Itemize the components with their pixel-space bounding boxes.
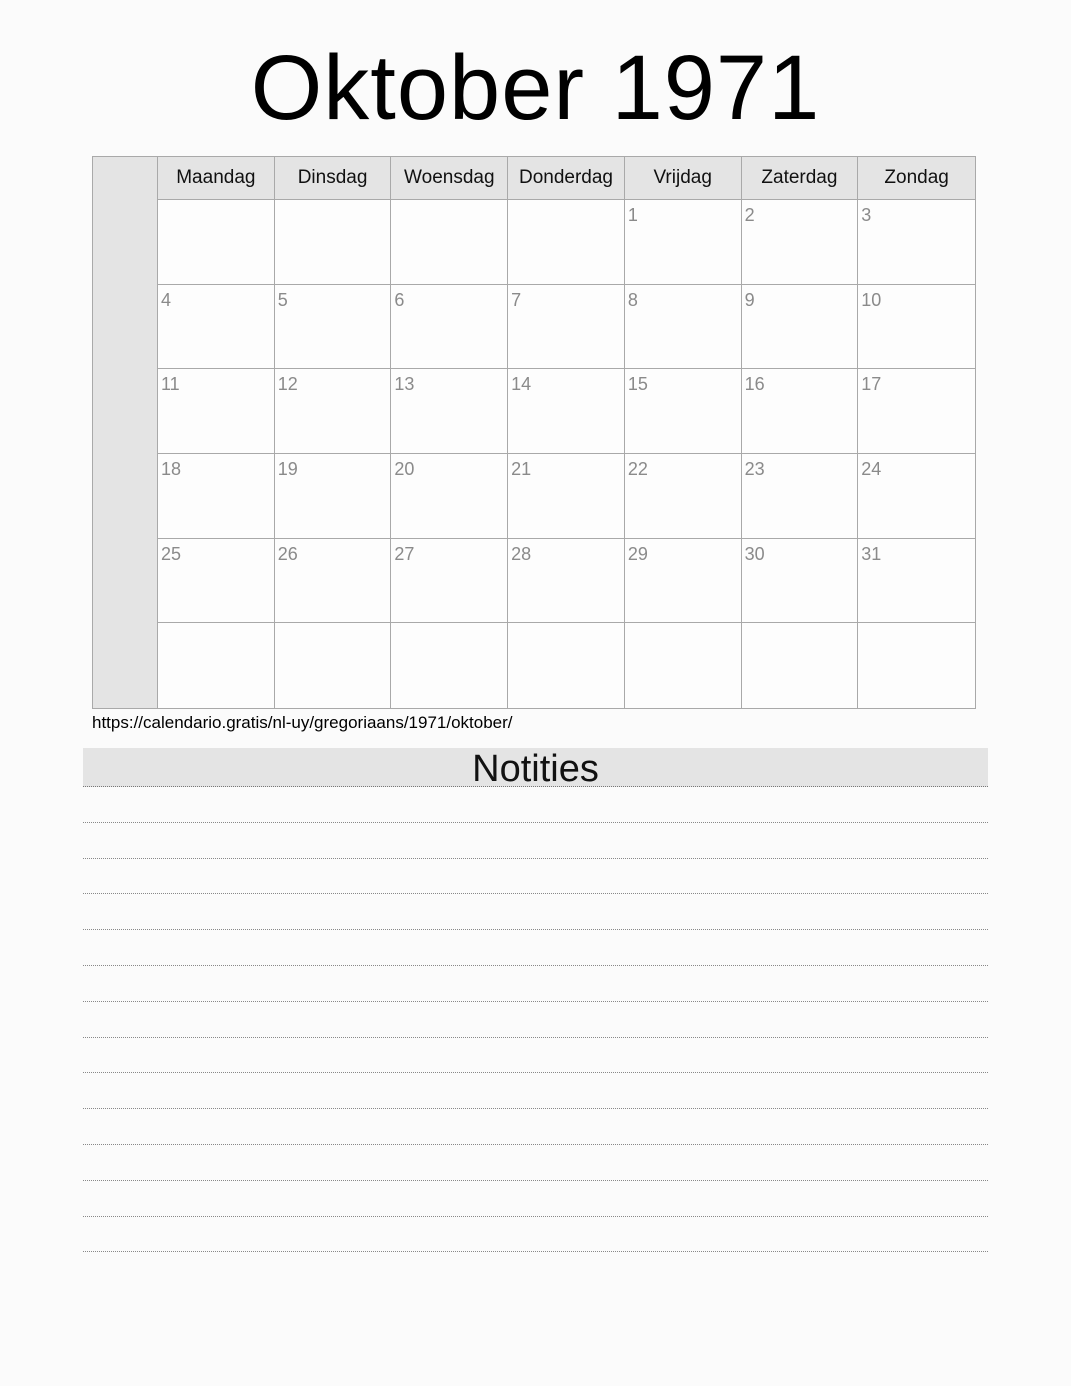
day-cell [742, 285, 859, 370]
page-title: Oktober 1971 [250, 37, 821, 139]
note-line [83, 1180, 988, 1181]
day-cell [858, 200, 975, 285]
day-cell [858, 623, 975, 708]
day-cell [391, 623, 508, 708]
day-cell [158, 369, 275, 454]
day-cell [625, 623, 742, 708]
day-number: 17 [861, 374, 882, 395]
note-line [83, 858, 988, 859]
calendar-grid [92, 156, 976, 709]
note-line [83, 822, 988, 823]
day-number: 10 [861, 289, 882, 310]
weekday-header: Zaterdag [742, 157, 859, 200]
day-cell [858, 454, 975, 539]
day-number: 2 [744, 205, 755, 225]
source-url: https://calendario.gratis/nl-uy/gregoriaans/1971/oktober/ [92, 713, 513, 732]
week-number-column [93, 157, 158, 708]
day-number: 19 [277, 458, 298, 479]
day-number: 8 [627, 289, 638, 310]
day-number: 22 [627, 458, 648, 479]
note-line [83, 1072, 988, 1073]
day-number: 27 [394, 543, 415, 564]
day-cell [158, 285, 275, 370]
day-cell [742, 369, 859, 454]
day-cell [508, 539, 625, 624]
day-cell [858, 285, 975, 370]
day-number: 16 [744, 374, 765, 395]
day-cell [275, 539, 392, 624]
day-cell [158, 623, 275, 708]
day-cell [508, 454, 625, 539]
note-line [83, 893, 988, 894]
day-cell [508, 623, 625, 708]
day-number: 1 [627, 205, 638, 225]
day-number: 6 [394, 289, 405, 310]
day-cell [275, 369, 392, 454]
day-number: 20 [394, 458, 415, 479]
weekday-header: Donderdag [508, 157, 625, 200]
day-cell [858, 539, 975, 624]
day-number: 23 [744, 458, 765, 479]
day-cell [508, 200, 625, 285]
day-cell [625, 539, 742, 624]
note-line [83, 965, 988, 966]
day-number: 9 [744, 289, 755, 310]
day-number: 14 [511, 374, 532, 395]
note-line [83, 1037, 988, 1038]
day-cell [742, 623, 859, 708]
day-cell [391, 369, 508, 454]
day-cell [625, 454, 742, 539]
note-line [83, 1108, 988, 1109]
note-line [83, 1216, 988, 1217]
weekday-header: Zondag [858, 157, 975, 200]
notes-heading: Notities [83, 748, 988, 787]
weekday-header: Maandag [158, 157, 275, 200]
day-number: 13 [394, 374, 415, 395]
day-cell [508, 285, 625, 370]
day-number: 11 [161, 374, 180, 395]
day-cell [391, 539, 508, 624]
day-number: 18 [161, 458, 182, 479]
day-number: 26 [277, 543, 298, 564]
day-number: 24 [861, 458, 882, 479]
day-number: 3 [861, 205, 872, 225]
day-number: 28 [511, 543, 532, 564]
day-cell [275, 285, 392, 370]
day-number: 12 [277, 374, 298, 395]
day-cell [625, 369, 742, 454]
note-line [83, 1144, 988, 1145]
day-number: 21 [511, 458, 532, 479]
weekday-header: Dinsdag [275, 157, 392, 200]
day-cell [625, 200, 742, 285]
day-number: 7 [511, 289, 522, 310]
day-cell [391, 454, 508, 539]
day-cell [275, 623, 392, 708]
weekday-header: Vrijdag [625, 157, 742, 200]
day-cell [742, 454, 859, 539]
day-cell [742, 200, 859, 285]
day-cell [508, 369, 625, 454]
note-line [83, 1001, 988, 1002]
calendar-days [158, 157, 975, 708]
day-cell [625, 285, 742, 370]
day-number: 15 [627, 374, 648, 395]
day-cell [742, 539, 859, 624]
note-line [83, 929, 988, 930]
day-cell [158, 539, 275, 624]
day-number: 5 [277, 289, 288, 310]
day-number: 31 [861, 543, 882, 564]
note-line [83, 1251, 988, 1252]
day-number: 30 [744, 543, 765, 564]
day-number: 4 [161, 289, 172, 310]
day-number: 25 [161, 543, 182, 564]
day-cell [391, 200, 508, 285]
day-cell [275, 200, 392, 285]
day-cell [275, 454, 392, 539]
day-number: 29 [627, 543, 648, 564]
day-cell [391, 285, 508, 370]
day-cell [158, 200, 275, 285]
day-cell [858, 369, 975, 454]
weekday-header: Woensdag [391, 157, 508, 200]
day-cell [158, 454, 275, 539]
